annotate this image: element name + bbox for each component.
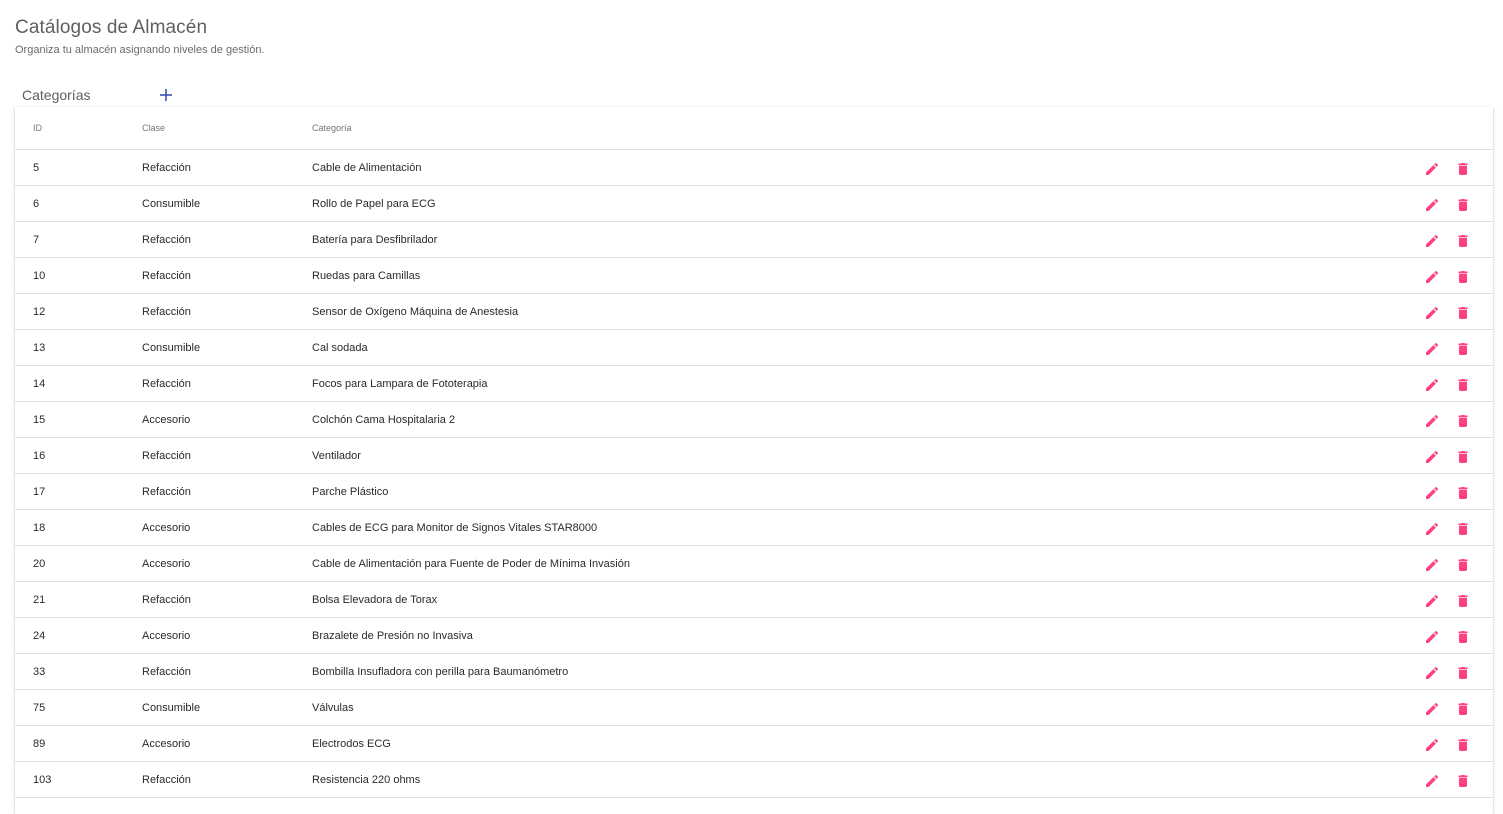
table-header [15,107,1493,150]
edit-button[interactable] [1423,268,1441,286]
pencil-icon [1424,161,1440,177]
table-row [15,330,1493,366]
cell-categoria: Bombilla Insufladora con perilla para Baumanómetro [312,665,569,678]
cell-categoria: Rollo de Papel para ECG [312,197,436,210]
pencil-icon [1424,701,1440,717]
table-row [15,618,1493,654]
cell-clase: Consumible [142,341,201,354]
row-actions [1423,340,1472,358]
row-actions [1423,268,1472,286]
delete-button[interactable] [1454,484,1472,502]
delete-button[interactable] [1454,160,1472,178]
cell-categoria: Ruedas para Camillas [312,269,421,282]
delete-button[interactable] [1454,448,1472,466]
delete-button[interactable] [1454,736,1472,754]
row-actions [1423,232,1472,250]
table-row [15,438,1493,474]
trash-icon [1455,557,1471,573]
column-header-categoria[interactable]: Categoría [312,123,352,133]
cell-categoria: Cable de Alimentación para Fuente de Poder de Mínima Invasión [312,557,630,570]
delete-button[interactable] [1454,628,1472,646]
cell-id: 89 [33,737,46,750]
cell-id: 12 [33,305,46,318]
cell-id: 20 [33,557,46,570]
row-actions [1423,628,1472,646]
column-header-id[interactable]: ID [33,123,42,133]
cell-clase: Consumible [142,197,201,210]
table-row [15,402,1493,438]
add-category-button[interactable] [158,87,174,103]
cell-id: 16 [33,449,46,462]
cell-id: 33 [33,665,46,678]
delete-button[interactable] [1454,664,1472,682]
cell-clase: Refacción [142,485,191,498]
cell-categoria: Colchón Cama Hospitalaria 2 [312,413,456,426]
cell-clase: Consumible [142,701,201,714]
edit-button[interactable] [1423,160,1441,178]
cell-clase: Refacción [142,449,191,462]
delete-button[interactable] [1454,592,1472,610]
edit-button[interactable] [1423,232,1441,250]
cell-clase: Refacción [142,233,191,246]
row-actions [1423,556,1472,574]
edit-button[interactable] [1423,448,1441,466]
table-row [15,510,1493,546]
trash-icon [1455,449,1471,465]
page-title: Catálogos de Almacén [15,17,208,38]
row-actions [1423,160,1472,178]
categories-section-header [22,85,174,105]
trash-icon [1455,233,1471,249]
edit-button[interactable] [1423,736,1441,754]
cell-id: 15 [33,413,46,426]
column-header-clase[interactable]: Clase [142,123,166,133]
edit-button[interactable] [1423,520,1441,538]
cell-categoria: Electrodos ECG [312,737,391,750]
row-actions [1423,664,1472,682]
row-actions [1423,484,1472,502]
table-row [15,762,1493,798]
pencil-icon [1424,485,1440,501]
table-row [15,546,1493,582]
cell-id: 75 [33,701,46,714]
table-body [15,150,1493,798]
table-row [15,258,1493,294]
row-actions [1423,376,1472,394]
cell-clase: Refacción [142,269,191,282]
trash-icon [1455,269,1471,285]
delete-button[interactable] [1454,700,1472,718]
delete-button[interactable] [1454,196,1472,214]
edit-button[interactable] [1423,196,1441,214]
row-actions [1423,736,1472,754]
pencil-icon [1424,593,1440,609]
table-row [15,726,1493,762]
edit-button[interactable] [1423,304,1441,322]
pencil-icon [1424,269,1440,285]
table-row [15,150,1493,186]
pencil-icon [1424,449,1440,465]
cell-clase: Refacción [142,773,191,786]
row-actions [1423,448,1472,466]
trash-icon [1455,701,1471,717]
trash-icon [1455,629,1471,645]
cell-categoria: Ventilador [312,449,361,462]
page-subtitle: Organiza tu almacén asignando niveles de gestión. [15,44,265,56]
pencil-icon [1424,341,1440,357]
edit-button[interactable] [1423,628,1441,646]
cell-id: 17 [33,485,46,498]
cell-id: 18 [33,521,46,534]
table-row [15,582,1493,618]
cell-categoria: Cables de ECG para Monitor de Signos Vitales STAR8000 [312,521,598,534]
edit-button[interactable] [1423,556,1441,574]
cell-categoria: Cal sodada [312,341,368,354]
pencil-icon [1424,665,1440,681]
pencil-icon [1424,233,1440,249]
trash-icon [1455,341,1471,357]
edit-button[interactable] [1423,592,1441,610]
delete-button[interactable] [1454,232,1472,250]
cell-id: 14 [33,377,46,390]
row-actions [1423,700,1472,718]
trash-icon [1455,665,1471,681]
edit-button[interactable] [1423,340,1441,358]
row-actions [1423,196,1472,214]
pencil-icon [1424,305,1440,321]
pencil-icon [1424,377,1440,393]
cell-categoria: Cable de Alimentación [312,161,422,174]
trash-icon [1455,197,1471,213]
cell-clase: Refacción [142,593,191,606]
pencil-icon [1424,557,1440,573]
delete-button[interactable] [1454,304,1472,322]
cell-clase: Refacción [142,161,191,174]
pencil-icon [1424,521,1440,537]
delete-button[interactable] [1454,268,1472,286]
cell-clase: Accesorio [142,629,191,642]
delete-button[interactable] [1454,376,1472,394]
delete-button[interactable] [1454,556,1472,574]
pencil-icon [1424,773,1440,789]
cell-id: 24 [33,629,46,642]
cell-categoria: Focos para Lampara de Fototerapia [312,377,488,390]
table-row [15,222,1493,258]
trash-icon [1455,593,1471,609]
cell-clase: Refacción [142,665,191,678]
pencil-icon [1424,413,1440,429]
cell-categoria: Sensor de Oxígeno Máquina de Anestesia [312,305,519,318]
trash-icon [1455,521,1471,537]
section-title: Categorías [22,87,91,103]
table-row [15,654,1493,690]
edit-button[interactable] [1423,700,1441,718]
cell-categoria: Batería para Desfibrilador [312,233,438,246]
pencil-icon [1424,629,1440,645]
plus-icon [160,89,172,101]
cell-categoria: Brazalete de Presión no Invasiva [312,629,473,642]
cell-categoria: Válvulas [312,701,354,714]
delete-button[interactable] [1454,772,1472,790]
edit-button[interactable] [1423,772,1441,790]
delete-button[interactable] [1454,340,1472,358]
edit-button[interactable] [1423,484,1441,502]
trash-icon [1455,161,1471,177]
cell-categoria: Resistencia 220 ohms [312,773,421,786]
edit-button[interactable] [1423,664,1441,682]
table-row [15,474,1493,510]
row-actions [1423,772,1472,790]
trash-icon [1455,377,1471,393]
cell-categoria: Parche Plástico [312,485,389,498]
cell-id: 5 [33,161,40,174]
table-row [15,690,1493,726]
edit-button[interactable] [1423,376,1441,394]
cell-clase: Accesorio [142,521,191,534]
trash-icon [1455,413,1471,429]
trash-icon [1455,773,1471,789]
trash-icon [1455,485,1471,501]
pencil-icon [1424,197,1440,213]
cell-clase: Accesorio [142,737,191,750]
cell-clase: Refacción [142,305,191,318]
delete-button[interactable] [1454,520,1472,538]
pencil-icon [1424,737,1440,753]
table-row [15,294,1493,330]
cell-id: 103 [33,773,52,786]
cell-clase: Accesorio [142,413,191,426]
row-actions [1423,304,1472,322]
categories-table [15,107,1493,814]
cell-id: 6 [33,197,40,210]
table-row [15,186,1493,222]
cell-clase: Accesorio [142,557,191,570]
trash-icon [1455,737,1471,753]
table-row [15,366,1493,402]
cell-categoria: Bolsa Elevadora de Torax [312,593,438,606]
cell-id: 10 [33,269,46,282]
cell-clase: Refacción [142,377,191,390]
cell-id: 13 [33,341,46,354]
row-actions [1423,412,1472,430]
row-actions [1423,520,1472,538]
cell-id: 21 [33,593,46,606]
delete-button[interactable] [1454,412,1472,430]
cell-id: 7 [33,233,40,246]
trash-icon [1455,305,1471,321]
edit-button[interactable] [1423,412,1441,430]
row-actions [1423,592,1472,610]
